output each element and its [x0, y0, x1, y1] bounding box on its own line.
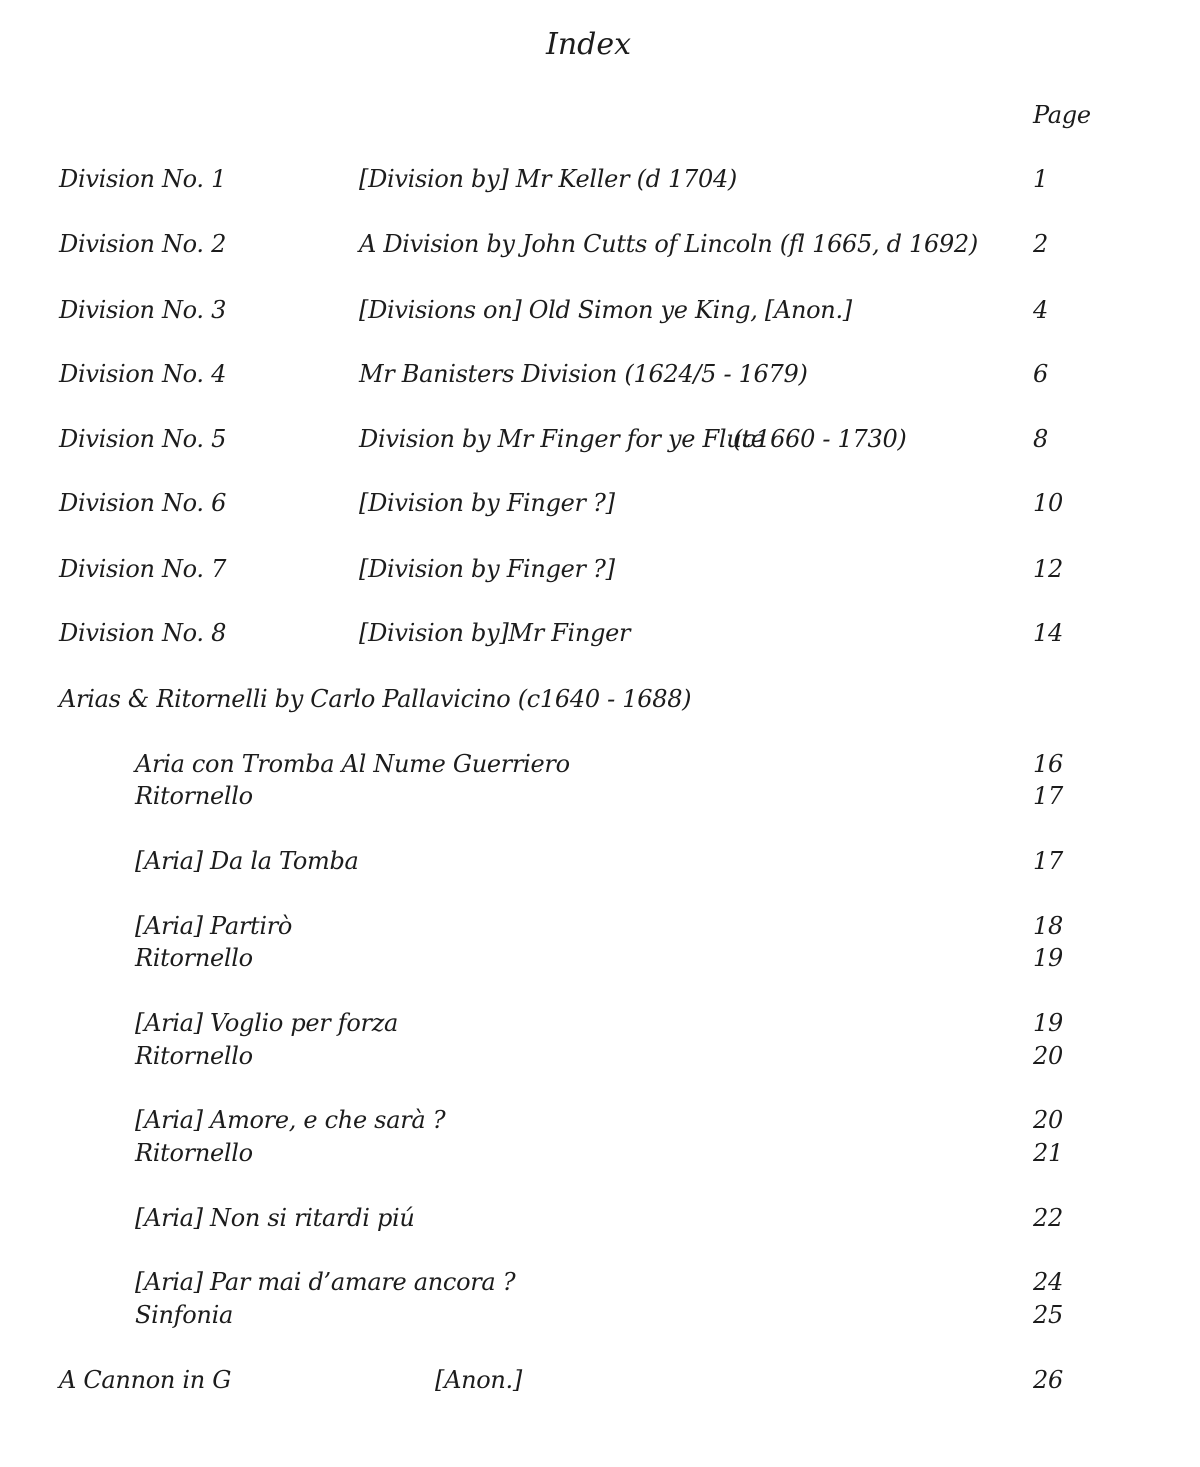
- division-label: Division No. 4: [59, 360, 227, 388]
- division-label: Division No. 3: [59, 296, 227, 324]
- cannon-page: 26: [1033, 1366, 1063, 1394]
- aria-page: 19: [1033, 944, 1063, 972]
- page-column-header: Page: [1033, 101, 1091, 129]
- aria-title: Ritornello: [135, 944, 253, 972]
- aria-title: [Aria] Partirò: [135, 912, 293, 940]
- aria-page: 17: [1033, 847, 1063, 875]
- aria-title: [Aria] Amore, e che sarà ?: [135, 1106, 446, 1134]
- division-title: [Division by]Mr Finger: [359, 619, 631, 647]
- division-title: [Divisions on] Old Simon ye King, [Anon.]: [359, 296, 852, 324]
- aria-page: 17: [1033, 782, 1063, 810]
- division-label: Division No. 2: [59, 230, 227, 258]
- aria-page: 19: [1033, 1009, 1063, 1037]
- division-title: A Division by John Cutts of Lincoln (fl 1665, d 1692): [359, 230, 978, 258]
- division-label: Division No. 7: [59, 555, 227, 583]
- division-title: [Division by] Mr Keller (d 1704): [359, 165, 737, 193]
- aria-title: [Aria] Par mai d’amare ancora ?: [135, 1268, 516, 1296]
- aria-title: Ritornello: [135, 1139, 253, 1167]
- division-page: 6: [1033, 360, 1048, 388]
- aria-title: Ritornello: [135, 1042, 253, 1070]
- division-page: 10: [1033, 489, 1063, 517]
- cannon-title: A Cannon in G: [59, 1366, 232, 1394]
- aria-title: [Aria] Voglio per forza: [135, 1009, 399, 1037]
- aria-page: 22: [1033, 1204, 1063, 1232]
- division-dates: (c1660 - 1730): [733, 425, 907, 453]
- aria-page: 21: [1033, 1139, 1063, 1167]
- aria-title: [Aria] Non si ritardi piú: [135, 1204, 415, 1232]
- division-page: 2: [1033, 230, 1048, 258]
- aria-page: 16: [1033, 750, 1063, 778]
- aria-title: Ritornello: [135, 782, 253, 810]
- aria-title: [Aria] Da la Tomba: [135, 847, 359, 875]
- division-page: 1: [1033, 165, 1048, 193]
- division-title: Mr Banisters Division (1624/5 - 1679): [359, 360, 808, 388]
- aria-page: 20: [1033, 1042, 1063, 1070]
- division-title: [Division by Finger ?]: [359, 555, 615, 583]
- arias-heading: Arias & Ritornelli by Carlo Pallavicino (c1640 - 1688): [59, 685, 692, 713]
- aria-title: Aria con Tromba Al Nume Guerriero: [135, 750, 570, 778]
- division-title: Division by Mr Finger for ye Flute: [359, 425, 765, 453]
- aria-page: 18: [1033, 912, 1063, 940]
- cannon-author: [Anon.]: [435, 1366, 522, 1394]
- division-label: Division No. 8: [59, 619, 227, 647]
- index-title: Index: [546, 27, 632, 62]
- division-page: 8: [1033, 425, 1048, 453]
- aria-page: 24: [1033, 1268, 1063, 1296]
- division-label: Division No. 5: [59, 425, 227, 453]
- division-label: Division No. 1: [59, 165, 227, 193]
- division-page: 14: [1033, 619, 1063, 647]
- division-title: [Division by Finger ?]: [359, 489, 615, 517]
- division-page: 4: [1033, 296, 1048, 324]
- division-page: 12: [1033, 555, 1063, 583]
- aria-page: 20: [1033, 1106, 1063, 1134]
- aria-page: 25: [1033, 1301, 1063, 1329]
- aria-title: Sinfonia: [135, 1301, 233, 1329]
- division-label: Division No. 6: [59, 489, 227, 517]
